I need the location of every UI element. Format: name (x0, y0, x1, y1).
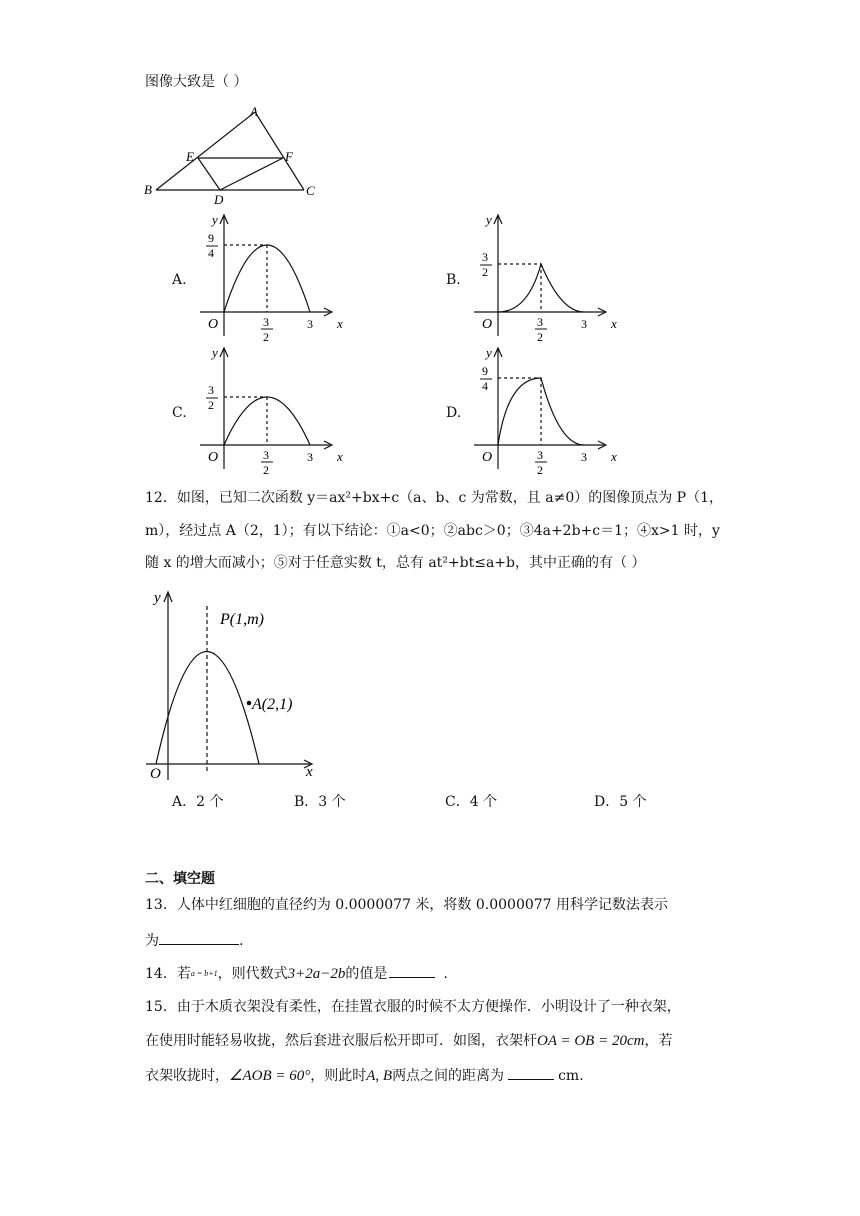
q15-answer-blank[interactable] (508, 1065, 554, 1080)
q11-option-letter: D. (446, 405, 462, 421)
q11-option-graph (200, 345, 370, 475)
origin-label: O (208, 450, 219, 465)
x-axis-label: x (611, 316, 617, 331)
q14-prefix: 14．若 (145, 966, 191, 982)
x-mid-numerator: 3 (263, 448, 269, 462)
q13-line2-prefix: 为 (145, 933, 159, 949)
y-peak-numerator: 9 (208, 231, 214, 245)
q13-line2-suffix: . (239, 933, 244, 949)
q15-line3-prefix: 衣架收拢时， (145, 1068, 229, 1084)
label-A: A (250, 104, 258, 119)
triangle-figure (140, 104, 320, 208)
q15-line3-points: A, B (366, 1068, 393, 1084)
origin-label: O (208, 317, 219, 332)
q11-option-graph (200, 212, 370, 342)
x-mid-numerator: 3 (263, 315, 269, 329)
q13-line2 (145, 930, 243, 951)
q13-line1: 13．人体中红细胞的直径约为 0.0000077 米，将数 0.0000077 用科学记数法表示 (145, 897, 669, 913)
x-mid-denominator: 2 (263, 330, 269, 342)
q11-option-graph (474, 345, 644, 475)
x-end-label: 3 (307, 450, 313, 464)
y-peak-denominator: 4 (208, 246, 214, 260)
q15-line2-prefix: 在使用时能轻易收拢，然后套进衣服后松开即可．如图，衣架杆 (145, 1033, 537, 1049)
q12-choice-c[interactable]: C．4 个 (445, 794, 498, 810)
label-D: D (214, 192, 224, 207)
q12-line1: 12．如图，已知二次函数 y＝ax²+bx+c（a、b、c 为常数，且 a≠0）的图像顶点为 P（1， (145, 490, 723, 506)
q15-line2-math: OA = OB = 20cm (537, 1033, 645, 1049)
label-E: E (186, 149, 194, 164)
x-axis-label: x (337, 316, 343, 331)
q12-point-label: A(2,1) (252, 696, 293, 713)
q15-line3-end: . (579, 1068, 584, 1084)
y-axis-label: y (486, 212, 492, 227)
origin-label: O (482, 450, 493, 465)
q14-suffix: 的值是 (345, 966, 388, 982)
y-peak-numerator: 9 (482, 364, 488, 378)
q12-y-label: y (154, 590, 161, 606)
q14-end: . (443, 966, 448, 982)
q15-line2 (145, 1031, 672, 1051)
q12-choice-a[interactable]: A．2 个 (172, 794, 224, 810)
label-B: B (144, 182, 152, 197)
x-mid-numerator: 3 (537, 448, 543, 462)
y-peak-denominator: 2 (208, 398, 214, 412)
label-C: C (306, 183, 315, 198)
q12-origin-label: O (150, 766, 161, 782)
label-F: F (285, 149, 293, 164)
y-peak-numerator: 3 (482, 250, 488, 264)
q12-x-label: x (306, 764, 313, 780)
q15-line3 (145, 1065, 584, 1086)
x-mid-denominator: 2 (537, 330, 543, 342)
q15-line3-unit: cm (558, 1068, 580, 1084)
x-axis-label: x (611, 449, 617, 464)
q13-answer-blank[interactable] (159, 930, 239, 945)
q11-option-letter: C. (172, 405, 187, 421)
q12-choice-b[interactable]: B．3 个 (294, 794, 346, 810)
intro-text: 图像大致是（ ） (145, 74, 248, 90)
y-peak-numerator: 3 (208, 383, 214, 397)
y-axis-label: y (212, 212, 218, 227)
q15-line3-math: ∠AOB = 60° (229, 1068, 311, 1084)
x-end-label: 3 (307, 317, 313, 331)
q15-line2-suffix: ，若 (644, 1033, 673, 1049)
y-axis-label: y (486, 345, 492, 360)
y-axis-label: y (212, 345, 218, 360)
q11-option-graph (474, 212, 644, 342)
q11-option-letter: B. (446, 272, 461, 288)
y-peak-denominator: 2 (482, 265, 488, 279)
q14-answer-blank[interactable] (389, 963, 435, 978)
q12-line3: 随 x 的增大而减小；⑤对于任意实数 t，总有 at²+bt≤a+b，其中正确的有（ ） (145, 555, 646, 571)
x-end-label: 3 (581, 317, 587, 331)
x-mid-denominator: 2 (263, 463, 269, 475)
x-mid-denominator: 2 (537, 463, 543, 475)
q12-line2: m），经过点 A（2，1）；有以下结论：①a<0；②abc＞0；③4a+2b+c＝1；④x>1 时，y (145, 523, 720, 539)
q14-middle: ，则代数式 (217, 966, 288, 982)
q15-line1: 15．由于木质衣架没有柔性，在挂置衣服的时候不太方便操作．小明设计了一种衣架， (145, 999, 681, 1015)
q15-line3-middle: ，则此时 (310, 1068, 367, 1084)
q14-condition: a = b+1 (190, 969, 218, 978)
q11-option-letter: A. (172, 272, 187, 288)
q12-choice-d[interactable]: D．5 个 (594, 794, 647, 810)
q14-expr: 3+2a−2b (287, 966, 346, 982)
section2-title: 二、填空题 (145, 871, 215, 887)
x-mid-numerator: 3 (537, 315, 543, 329)
q14-line (145, 963, 448, 984)
q12-vertex-label: P(1,m) (220, 611, 264, 628)
x-axis-label: x (337, 449, 343, 464)
q12-parabola-graph (140, 584, 340, 784)
x-end-label: 3 (581, 450, 587, 464)
origin-label: O (482, 317, 493, 332)
y-peak-denominator: 4 (482, 379, 488, 393)
q15-line3-middle2: 两点之间的距离为 (392, 1068, 505, 1084)
